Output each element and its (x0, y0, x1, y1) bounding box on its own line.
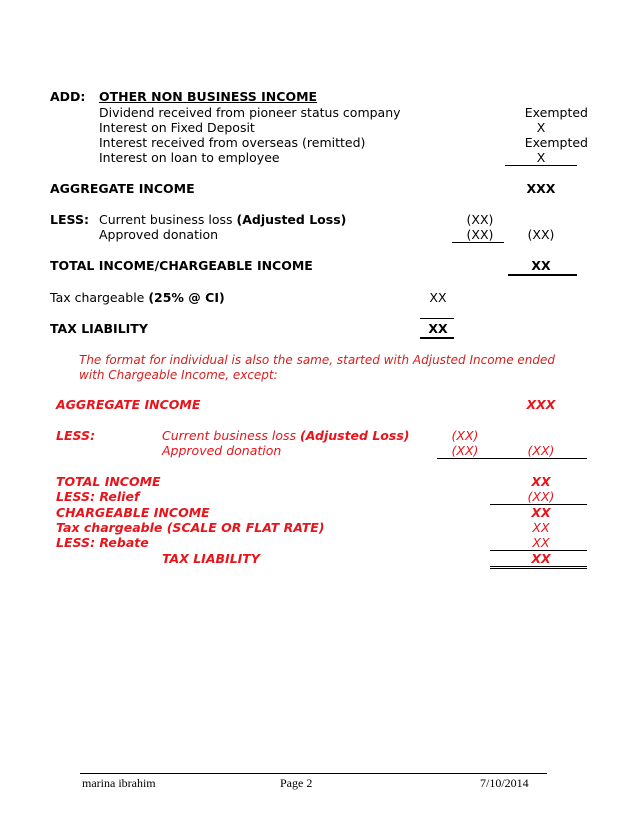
tax-liability-underline (420, 337, 454, 339)
total-income-value: XX (531, 258, 551, 273)
ind-chargeable-label: CHARGEABLE INCOME (56, 505, 210, 520)
ind-less-label: LESS: (56, 428, 96, 443)
less-item-1-value: (XX) (466, 212, 494, 227)
ind-relief-value: (XX) (527, 489, 555, 504)
less-total-value: (XX) (527, 227, 555, 242)
ind-less-item-1-bold: (Adjusted Loss) (300, 428, 410, 443)
tax-chargeable-bold: (25% @ CI) (148, 290, 225, 305)
note-line-1: The format for individual is also the same, started with Adjusted Income ended (79, 353, 556, 367)
ind-aggregate-label: AGGREGATE INCOME (56, 397, 201, 412)
note-line-2: with Chargeable Income, except: (79, 368, 278, 382)
add-item-3-value: Exempted (524, 135, 588, 150)
tax-chargeable-text: Tax chargeable (50, 290, 149, 305)
ind-rebate-value: XX (532, 535, 550, 550)
tax-liability-label: TAX LIABILITY (50, 321, 148, 336)
add-item-4-value: X (536, 150, 546, 165)
add-item-4-text: Interest on loan to employee (99, 150, 280, 165)
less-item-2-value: (XX) (466, 227, 494, 242)
less-label: LESS: (50, 212, 89, 227)
add-item-1-text: Dividend received from pioneer status company (99, 105, 401, 120)
ind-liability-underline-1 (490, 566, 587, 567)
ind-tax-chargeable-value: XX (532, 520, 550, 535)
ind-less-item-1-text: Current business loss (162, 428, 300, 443)
total-income-label: TOTAL INCOME/CHARGEABLE INCOME (50, 258, 313, 273)
add-underline (505, 165, 577, 166)
ind-liability-label: TAX LIABILITY (162, 551, 260, 566)
add-item-2-text: Interest on Fixed Deposit (99, 120, 255, 135)
tax-chargeable-value: XX (429, 290, 447, 305)
ind-less-underline (437, 458, 587, 459)
less-item-2-text: Approved donation (99, 227, 219, 242)
ind-rebate-label: LESS: Rebate (56, 535, 149, 550)
ind-chargeable-value: XX (531, 505, 551, 520)
footer-rule (80, 773, 547, 774)
ind-aggregate-value: XXX (526, 397, 556, 412)
aggregate-label: AGGREGATE INCOME (50, 181, 195, 196)
ind-tax-chargeable-label: Tax chargeable (SCALE OR FLAT RATE) (56, 520, 325, 535)
footer-author: marina ibrahim (82, 776, 156, 790)
ind-relief-label: LESS: Relief (56, 489, 140, 504)
ind-less-item-1 (162, 428, 409, 443)
add-item-3-text: Interest received from overseas (remitted) (99, 135, 366, 150)
add-heading: OTHER NON BUSINESS INCOME (99, 89, 318, 104)
ind-less-item-2-value: (XX) (451, 443, 479, 458)
tax-liability-top-rule (420, 318, 454, 319)
ind-less-item-2-text: Approved donation (162, 443, 282, 458)
footer-page: Page 2 (280, 776, 313, 790)
tax-liability-value: XX (428, 321, 448, 336)
add-label: ADD: (50, 89, 86, 104)
add-item-1-value: Exempted (524, 105, 588, 120)
total-income-underline (508, 274, 577, 276)
less-item-1-bold: (Adjusted Loss) (236, 212, 347, 227)
ind-total-income-value: XX (531, 474, 551, 489)
footer-date: 7/10/2014 (480, 776, 529, 790)
less-item-1 (99, 212, 346, 227)
ind-total-income-label: TOTAL INCOME (56, 474, 161, 489)
less-item-underline (452, 242, 504, 243)
ind-less-item-1-value: (XX) (451, 428, 479, 443)
ind-less-total: (XX) (527, 443, 555, 458)
ind-liability-underline-2 (490, 568, 587, 569)
ind-liability-value: XX (531, 551, 551, 566)
less-item-1-text: Current business loss (99, 212, 237, 227)
aggregate-value: XXX (526, 181, 556, 196)
add-item-2-value: X (536, 120, 546, 135)
tax-chargeable (50, 290, 225, 305)
